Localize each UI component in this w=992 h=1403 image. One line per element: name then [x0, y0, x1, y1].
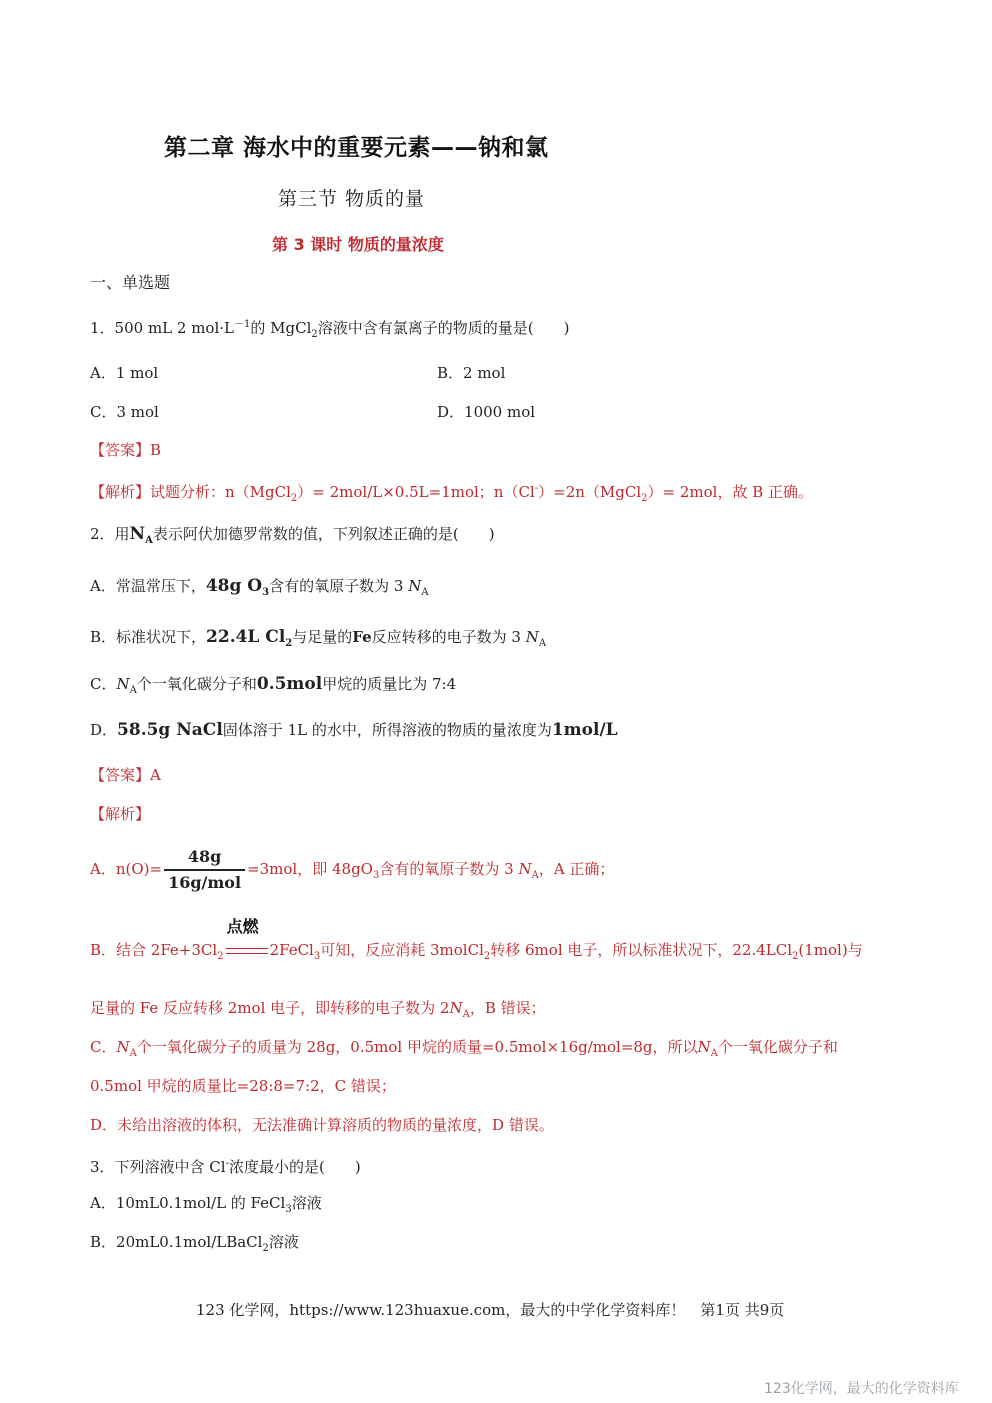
q2-option-a: A．常温常压下，48g $O_3$含有的氧原子数为 3 $N_A$ — [90, 576, 429, 598]
q1-analysis: 【解析】试题分析：n（MgCl$_2$）= 2mol/L×0.5L=1mol；n（Cl-）=2n（MgCl$_2$）= 2mol，故 B 正确。 — [90, 483, 814, 504]
lesson-title: 第 3 课时 物质的量浓度 — [272, 235, 444, 254]
watermark: 123化学网，最大的化学资料库 — [764, 1381, 959, 1397]
q2-analysis-label: 【解析】 — [90, 805, 151, 823]
q1-option-a: A．1 mol — [90, 364, 159, 382]
q1-stem: 1．500 mL 2 $mol\cdot L^{-1}$的 MgCl$_2$溶液中含有氯离子的物质的量是( ) — [90, 319, 570, 340]
q2-analysis-c-cont: 0.5mol 甲烷的质量比=28:8=7:2，C 错误； — [90, 1077, 396, 1095]
q1-option-c: C．3 mol — [90, 403, 159, 421]
q2-analysis-d: D．未给出溶液的体积，无法准确计算溶质的物质的量浓度，D 错误。 — [90, 1116, 554, 1134]
q2-option-d: D．58.5g NaCl固体溶于 1L 的水中，所得溶液的物质的量浓度为1mol/L — [90, 720, 618, 740]
q1-option-d: D．1000 mol — [437, 403, 536, 421]
page-footer: 123 化学网，https://www.123huaxue.com，最大的中学化学资料库！ 第1页 共9页 — [196, 1301, 785, 1319]
q2-option-c: C．$N_A$个一氧化碳分子和0.5mol甲烷的质量比为 7:4 — [90, 674, 457, 696]
chapter-title: 第二章 海水中的重要元素——钠和氯 — [164, 135, 549, 161]
section-heading: 一、单选题 — [90, 273, 171, 292]
q2-analysis-b-cont: 足量的 Fe 反应转移 2mol 电子，即转移的电子数为 $2N_A$，B 错误； — [90, 999, 546, 1020]
q1-option-b: B．2 mol — [437, 364, 506, 382]
reaction-arrow: 点燃 — [226, 941, 268, 961]
section-title: 第三节 物质的量 — [278, 188, 426, 210]
fraction: $\frac{48g}{\text{16g/mol}}$ — [164, 846, 245, 894]
q3-option-b: B．20mL0.1mol/LBaCl$_2$溶液 — [90, 1233, 299, 1254]
q2-analysis-c: C．$N_A$个一氧化碳分子的质量为 28g，0.5mol 甲烷的质量=0.5mol×16g/mol=8g，所以$N_A$个一氧化碳分子和 — [90, 1038, 838, 1059]
q1-answer: 【答案】B — [90, 441, 162, 459]
q2-option-b: B．标准状况下，22.4L $Cl_2$与足量的Fe反应转移的电子数为 3 $N_A$ — [90, 627, 547, 649]
q2-analysis-b: B．结合 $2Fe+3Cl_2$ 点燃 2FeCl$_3$可知，反应消耗 3molCl$_2$转移 6mol 电子，所以标准状况下，22.4LCl$_2$(1mol)与 — [90, 917, 863, 962]
q2-answer: 【答案】A — [90, 766, 161, 784]
q3-option-a: A．10mL0.1mol/L 的 FeCl$_3$溶液 — [90, 1194, 322, 1215]
q3-stem: 3．下列溶液中含 Cl-浓度最小的是( ) — [90, 1158, 361, 1176]
q2-stem: 2．用$N_A$表示阿伏加德罗常数的值，下列叙述正确的是( ) — [90, 524, 495, 546]
q2-analysis-a: A．n(O)= $\frac{48g}{\text{16g/mol}}$ =3mol，即 $48gO_3$含有的氧原子数为 3 $N_A$，A 正确； — [90, 847, 615, 892]
